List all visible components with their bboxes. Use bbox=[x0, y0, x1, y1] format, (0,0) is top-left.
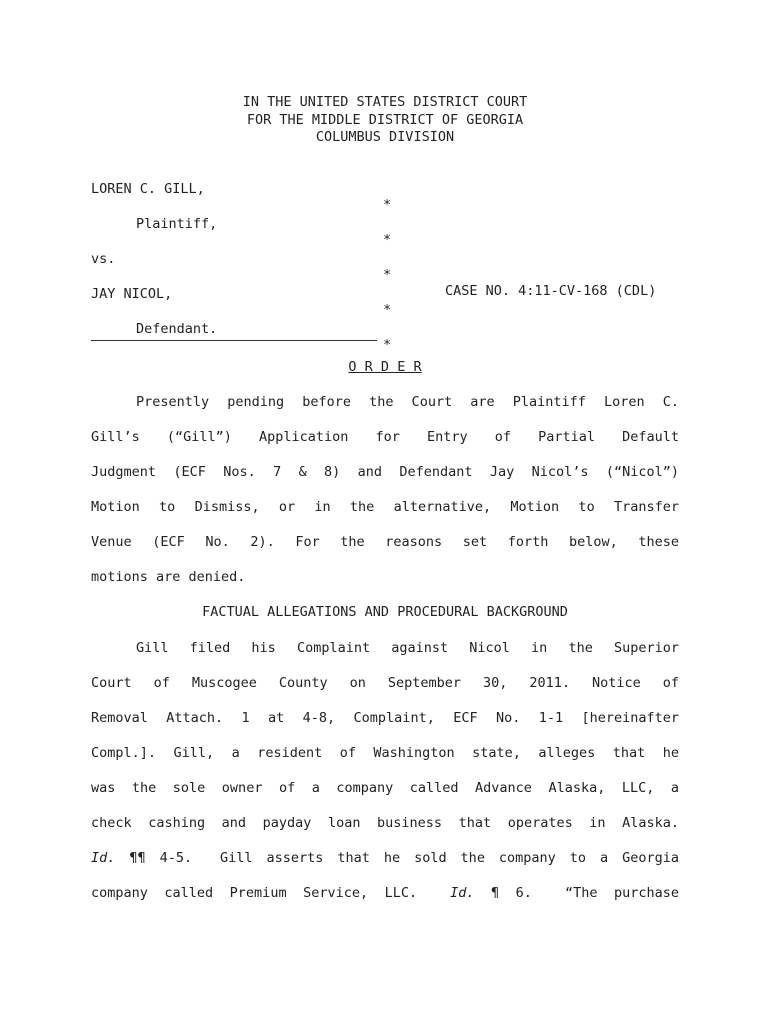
facts-line-7-text: ¶¶ 4-5. Gill asserts that he sold the company to a Georgia bbox=[115, 850, 679, 866]
facts-line-5: was the sole owner of a company called Advance Alaska, LLC, a bbox=[91, 780, 679, 796]
defendant-role: Defendant. bbox=[136, 321, 218, 337]
caption-row-plaintiff bbox=[91, 165, 392, 213]
caption-row-defendant bbox=[91, 270, 392, 318]
case-number: CASE NO. 4:11-CV-168 (CDL) bbox=[445, 283, 657, 299]
caption-star: * bbox=[383, 197, 392, 213]
intro-line-6: motions are denied. bbox=[91, 569, 246, 585]
id-citation: Id. bbox=[91, 850, 116, 866]
intro-line-5: Venue (ECF No. 2). For the reasons set forth below, these bbox=[91, 534, 679, 550]
facts-line-8 bbox=[91, 885, 679, 905]
intro-line-4: Motion to Dismiss, or in the alternative, Motion to Transfer bbox=[91, 499, 679, 515]
court-header bbox=[0, 94, 770, 147]
section-heading: FACTUAL ALLEGATIONS AND PROCEDURAL BACKGROUND bbox=[202, 604, 568, 620]
id-citation: Id. bbox=[450, 885, 475, 901]
facts-line-3: Removal Attach. 1 at 4-8, Complaint, ECF No. 1-1 [hereinafter bbox=[91, 710, 679, 726]
order-title: O R D E R bbox=[348, 359, 422, 375]
facts-line-8-text: ¶ 6. “The purchase bbox=[474, 885, 679, 901]
facts-line-8-start: company called Premium Service, LLC. bbox=[91, 885, 451, 901]
caption-star: * bbox=[383, 337, 392, 353]
court-line-1: IN THE UNITED STATES DISTRICT COURT bbox=[242, 94, 528, 110]
caption-star: * bbox=[383, 232, 392, 248]
versus-label: vs. bbox=[91, 251, 116, 267]
facts-line-6: check cashing and payday loan business that operates in Alaska. bbox=[91, 815, 679, 831]
intro-line-3: Judgment (ECF Nos. 7 & 8) and Defendant Jay Nicol’s (“Nicol”) bbox=[91, 464, 679, 480]
caption-star: * bbox=[383, 302, 392, 318]
facts-line-1: Gill filed his Complaint against Nicol in the Superior bbox=[136, 640, 679, 656]
court-line-3: COLUMBUS DIVISION bbox=[315, 129, 455, 145]
defendant-name: JAY NICOL, bbox=[91, 286, 173, 302]
plaintiff-role: Plaintiff, bbox=[136, 216, 218, 232]
caption-divider bbox=[91, 340, 377, 341]
intro-line-1: Presently pending before the Court are Plaintiff Loren C. bbox=[136, 394, 679, 410]
caption-row-defendant-role bbox=[91, 305, 392, 353]
facts-line-7 bbox=[91, 850, 679, 870]
intro-line-2: Gill’s (“Gill”) Application for Entry of Partial Default bbox=[91, 429, 679, 445]
plaintiff-name: LOREN C. GILL, bbox=[91, 181, 205, 197]
facts-line-4: Compl.]. Gill, a resident of Washington state, alleges that he bbox=[91, 745, 679, 761]
facts-line-2: Court of Muscogee County on September 30, 2011. Notice of bbox=[91, 675, 679, 691]
caption-row-plaintiff-role bbox=[91, 200, 392, 248]
court-line-2: FOR THE MIDDLE DISTRICT OF GEORGIA bbox=[246, 111, 524, 128]
caption-star: * bbox=[383, 267, 392, 283]
